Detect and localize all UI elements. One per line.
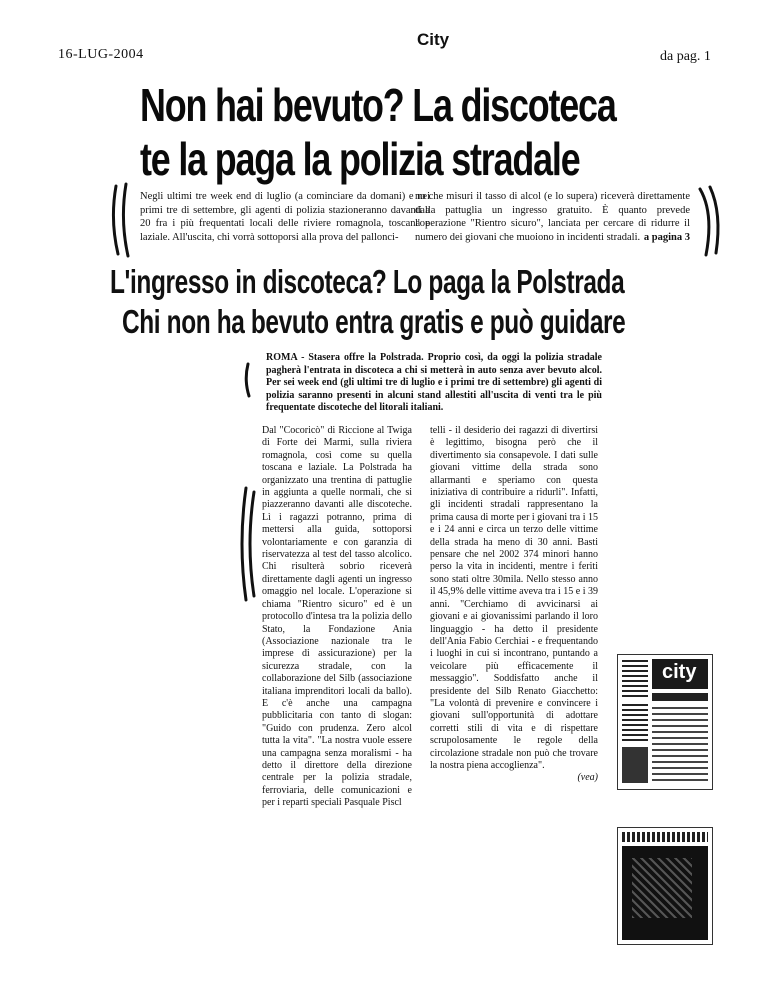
publication-name: City bbox=[417, 30, 450, 49]
marker-bracket-body-icon bbox=[236, 484, 262, 604]
subheadline-line-2: Chi non ha bevuto entra gratis e può guidare bbox=[122, 303, 626, 340]
lead-right-text: no che misuri il tasso di alcol (e lo supera) riceverà direttamente dalla pattuglia un ingresso gratuito. È quanto prevede l'operazione "Rientro sicuro", lanciata per cercare di ridurre il numero dei giovani che muoiono in incidenti stradali. bbox=[415, 191, 690, 243]
marker-bracket-right-icon bbox=[694, 183, 724, 263]
marker-tick-icon bbox=[240, 360, 260, 400]
cover-masthead: city bbox=[662, 661, 697, 683]
lead-paragraph-right bbox=[415, 190, 690, 244]
jump-reference: a pagina 3 bbox=[643, 231, 690, 243]
headline-line-1: Non hai bevuto? La discoteca bbox=[140, 79, 616, 131]
article-intro: ROMA - Stasera offre la Polstrada. Proprio così, da oggi la polizia stradale pagherà l'entrata in discoteca a chi si metterà in auto senza aver bevuto alcol. Per sei week end (gli ultimi tre di luglio e i primi tre di settembre) gli agenti di polizia saranno presenti in alcuni stand allestiti all'uscita di venti tra le più frequentate discoteche del litorali italiani. bbox=[266, 352, 602, 413]
page-reference: da pag. 1 bbox=[660, 49, 711, 64]
subheadline-line-1: L'ingresso in discoteca? Lo paga la Polstrada bbox=[110, 263, 625, 300]
magazine-cover-thumbnail bbox=[617, 827, 713, 945]
article-column-1: Dal "Cocoricò" di Riccione al Twiga di Forte dei Marmi, sulla riviera romagnola, così come su quella toscana e laziale. La Polstrada ha organizzato una trentina di pattuglie in aggiunta a quelle normali, che si piazzeranno davanti alle discoteche. Lì i ragazzi potranno, prima di mettersi alla guida, sottoporsi volontariamente e con garanzia di riservatezza al test del tasso alcolico. Chi risulterà sobrio riceverà direttamente dagli agenti un ingresso omaggio nel locale. L'operazione si chiama "Rientro sicuro" ed è un protocollo d'intesa tra la polizia dello Stato, la Fondazione Ania (Associazione nazionale tra le imprese di assicurazione) per la sicurezza stradale, con la collaborazione del Silb (associazione italiana imprenditori locali da ballo). E c'è anche una campagna pubblicitaria con tanto di slogan: "Guido con prudenza. Zero alcol tutta la vita". "La nostra vuole essere una campagna senza moralismi - ha detto il direttore della direzione centrale per la polizia stradale, ferroviaria, delle comunicazioni e per i reparti speciali Pasquale Piscl bbox=[262, 425, 412, 809]
newspaper-cover-thumbnail bbox=[617, 654, 713, 790]
article-column-2 bbox=[430, 425, 598, 785]
article-column-2-text: telli - il desiderio dei ragazzi di divertirsi è legittimo, bisogna però che il divertimento sia consapevole. I dati sulle giovani vittime della strada sono allarmanti e speriamo con questa iniziativa di contribuire a ridurli". Infatti, gli incidenti stradali rappresentano la prima causa di morte per i giovani tra i 15 e i 24 anni e circa un terzo delle vittime della strada ha meno di 30 anni. Basti pensare che nel 2002 374 minori hanno perso la vita in incidenti, mentre i feriti sono stati oltre 30mila. Nello stesso anno il 45,9% delle vittime aveva tra i 15 e i 39 anni. "Cerchiamo di avvicinarsi ai giovani e ai giovanissimi parlando il loro linguaggio - ha detto il presidente dell'Ania Fabio Cerchiai - e frequentando i luoghi in cui si incontrano, puntando a veicolare più efficacemente il messaggio". Soddisfatto anche il presidente del Silb Renato Giacchetto: "La volontà di prevenire e convincere i giovani sull'opportunità di adottare corretti stili di vita e di rispettare scrupolosamente le regole della circolazione stradale non può che trovare la nostra piena accoglienza". bbox=[430, 425, 599, 771]
lead-paragraph-left: Negli ultimi tre week end di luglio (a cominciare da domani) e nei primi tre di settembre, gli agenti di polizia stazioneranno davanti a 20 fra i più frequentati locali delle riviere romagnola, toscana e laziale. All'uscita, chi vorrà sottoporsi alla prova del pallonci- bbox=[140, 191, 430, 243]
clipping-date: 16-LUG-2004 bbox=[58, 47, 144, 62]
author-signature: (vea) bbox=[577, 772, 598, 784]
marker-bracket-left-icon bbox=[108, 180, 138, 260]
headline-line-2: te la paga la polizia stradale bbox=[140, 133, 580, 185]
